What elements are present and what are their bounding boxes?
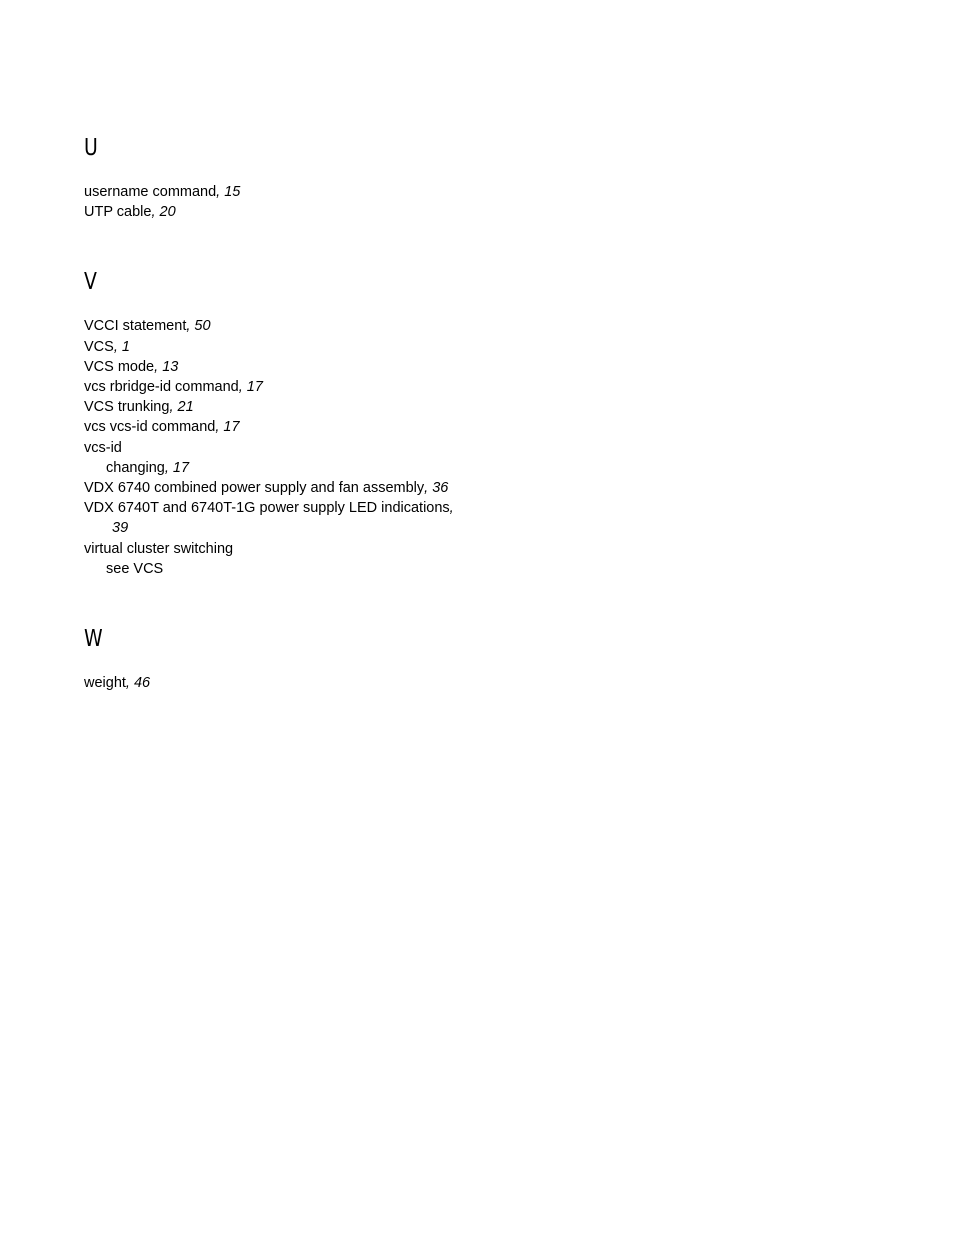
entry-term: VDX 6740T and 6740T-1G power supply LED indications bbox=[84, 500, 450, 517]
index-entry: weight, 46 bbox=[84, 675, 151, 692]
index-see-reference bbox=[84, 559, 484, 579]
entry-page-link[interactable]: 13 bbox=[162, 358, 179, 375]
entry-page-link[interactable]: 15 bbox=[224, 184, 241, 200]
index-entry bbox=[84, 438, 484, 458]
entry-page-link[interactable]: 36 bbox=[432, 480, 449, 497]
index-entries-v bbox=[84, 316, 484, 579]
entry-page-link[interactable]: 21 bbox=[177, 399, 194, 416]
index-entry: VDX 6740 combined power supply and fan assembly, 36 bbox=[84, 480, 449, 497]
entry-page-link[interactable]: 1 bbox=[121, 338, 130, 355]
entry-term: VCCI statement bbox=[84, 318, 187, 335]
index-entry: vcs rbridge-id command, 17 bbox=[84, 379, 263, 396]
index-entry: UTP cable, 20 bbox=[84, 204, 176, 221]
entry-term: virtual cluster switching bbox=[84, 540, 234, 557]
entry-term: username command bbox=[84, 184, 217, 200]
index-entry: VCS trunking, 21 bbox=[84, 399, 194, 416]
index-entry: VCS mode, 13 bbox=[84, 358, 179, 375]
index-page bbox=[84, 132, 484, 693]
entry-term: vcs vcs-id command bbox=[84, 419, 216, 436]
entry-page-link[interactable]: 39 bbox=[112, 520, 129, 537]
index-entry bbox=[84, 539, 484, 559]
entry-term: VDX 6740 combined power supply and fan assembly bbox=[84, 480, 425, 497]
entry-page-link[interactable]: 50 bbox=[194, 318, 211, 335]
index-entries-w bbox=[84, 673, 484, 693]
entry-term: VCS mode bbox=[84, 358, 155, 375]
index-entries-u bbox=[84, 182, 484, 222]
entry-page-link[interactable]: 17 bbox=[223, 419, 240, 436]
entry-term: VCS trunking bbox=[84, 399, 170, 416]
section-letter-w: W bbox=[84, 626, 103, 653]
index-subentry: changing, 17 bbox=[106, 459, 190, 476]
index-entry: VCS, 1 bbox=[84, 338, 130, 355]
index-entry: vcs vcs-id command, 17 bbox=[84, 419, 240, 436]
entry-term: vcs-id bbox=[84, 439, 122, 456]
entry-page-link[interactable]: 17 bbox=[172, 459, 190, 476]
entry-term: VCS bbox=[84, 338, 114, 355]
index-entry: username command, 15 bbox=[84, 184, 241, 200]
entry-term: changing bbox=[106, 459, 165, 476]
section-letter-u: U bbox=[84, 135, 98, 161]
entry-term: vcs rbridge-id command bbox=[84, 379, 239, 396]
index-entry: VDX 6740T and 6740T-1G power supply LED indications, bbox=[84, 500, 454, 517]
entry-term: weight bbox=[84, 675, 126, 692]
entry-page-link[interactable]: 20 bbox=[159, 204, 176, 221]
see-reference-text[interactable]: see VCS bbox=[106, 560, 164, 577]
entry-term: UTP cable bbox=[84, 204, 152, 221]
index-entry-continuation bbox=[84, 518, 484, 538]
entry-page-link[interactable]: 46 bbox=[133, 675, 151, 692]
section-letter-v: V bbox=[84, 269, 97, 296]
index-entry: VCCI statement, 50 bbox=[84, 318, 211, 335]
entry-page-link[interactable]: 17 bbox=[246, 379, 263, 396]
